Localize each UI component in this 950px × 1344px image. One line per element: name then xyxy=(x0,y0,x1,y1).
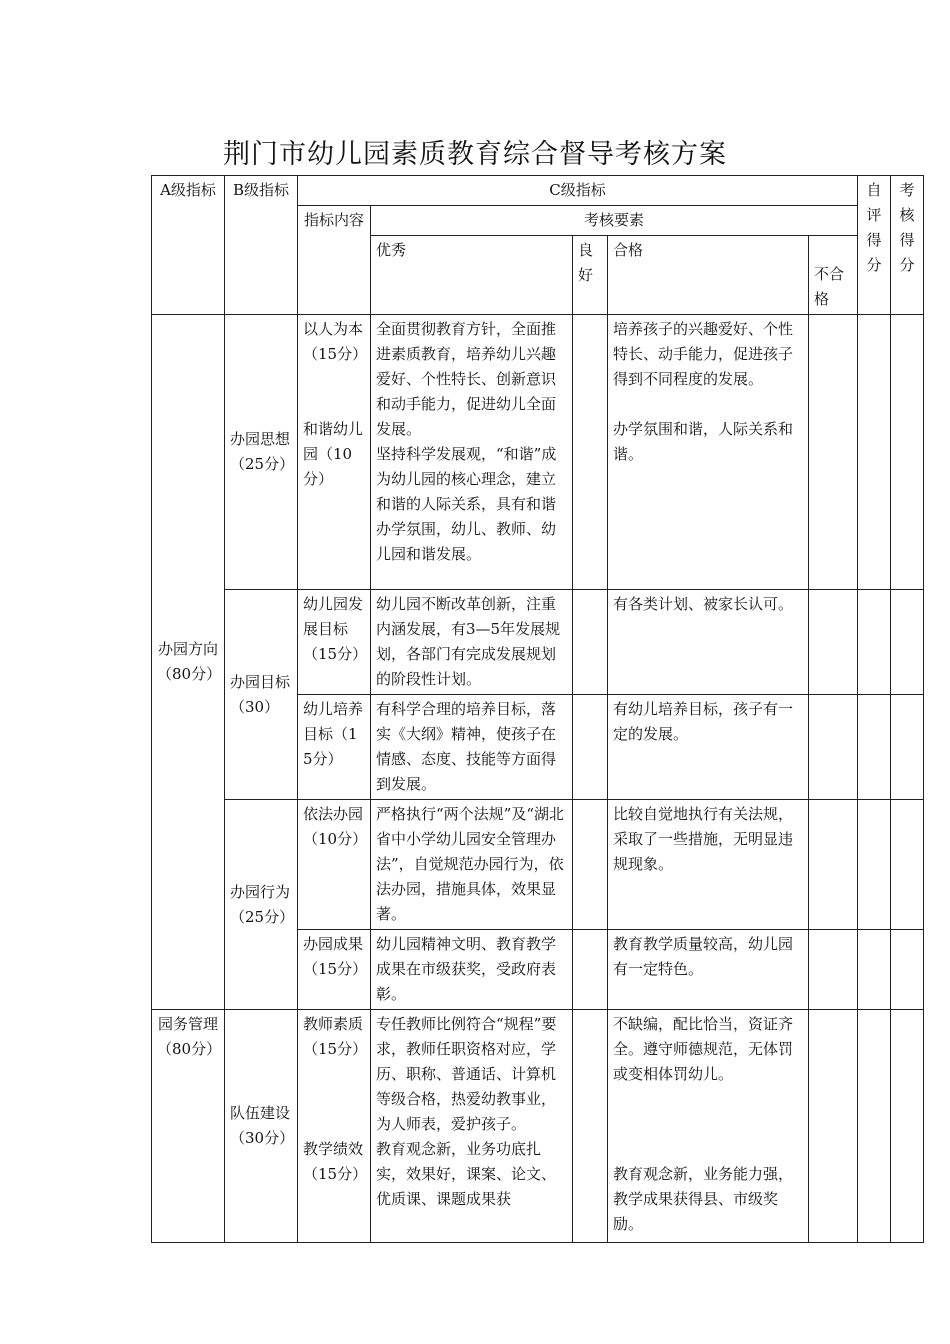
excellent-text: 全面贯彻教育方针，全面推进素质教育，培养幼儿兴趣爱好、个性特长、创新意识和动手能力，促进幼儿全面发展。 xyxy=(376,320,557,438)
header-self-score: 自评得分 xyxy=(858,176,891,315)
excellent-text: 幼儿园不断改革创新，注重内涵发展，有3—5年发展规划，各部门有完成发展规划的阶段性计划。 xyxy=(371,590,573,695)
c-item: 办园成果（15分） xyxy=(298,930,371,1010)
self-score-cell xyxy=(858,930,891,1010)
b-item-goal: 办园目标（30） xyxy=(225,590,298,800)
c-item: 幼儿培养目标（15分） xyxy=(298,695,371,800)
fail-cell xyxy=(809,1010,858,1243)
good-cell xyxy=(573,930,608,1010)
excellent-text: 严格执行“两个法规”及“湖北省中小学幼儿园安全管理办法”，自觉规范办园行为，依法办园，措施具体，效果显著。 xyxy=(371,800,573,930)
pass-cell xyxy=(608,1010,809,1243)
c-item: 和谐幼儿园（10分） xyxy=(303,420,364,488)
header-fail: 不合格 xyxy=(809,236,858,315)
pass-text: 教育观念新，业务能力强，教学成果获得县、市级奖励。 xyxy=(613,1165,794,1233)
header-a-level: A级指标 xyxy=(152,176,225,315)
exam-score-cell xyxy=(891,695,924,800)
c-item: 幼儿园发展目标（15分） xyxy=(298,590,371,695)
fail-cell xyxy=(809,800,858,930)
table-row xyxy=(152,1010,924,1243)
self-score-cell xyxy=(858,315,891,590)
pass-text: 有各类计划、被家长认可。 xyxy=(608,590,809,695)
exam-score-cell xyxy=(891,930,924,1010)
header-elements: 考核要素 xyxy=(371,206,858,236)
excellent-text: 坚持科学发展观，“和谐”成为幼儿园的核心理念，建立和谐的人际关系，具有和谐办学氛围，幼儿、教师、幼儿园和谐发展。 xyxy=(376,445,557,563)
fail-cell xyxy=(809,930,858,1010)
pass-text: 有幼儿培养目标，孩子有一定的发展。 xyxy=(608,695,809,800)
c-item: 教师素质（15分） xyxy=(303,1015,368,1058)
pass-text: 比较自觉地执行有关法规，采取了一些措施，无明显违规现象。 xyxy=(608,800,809,930)
self-score-cell xyxy=(858,800,891,930)
c-item-cell xyxy=(298,315,371,590)
exam-score-cell xyxy=(891,800,924,930)
good-cell xyxy=(573,1010,608,1243)
excellent-text: 幼儿园精神文明、教育教学成果在市级获奖，受政府表彰。 xyxy=(371,930,573,1010)
table-row xyxy=(152,590,924,695)
good-cell xyxy=(573,695,608,800)
b-item-conduct: 办园行为（25分） xyxy=(225,800,298,1010)
c-item-cell xyxy=(298,1010,371,1243)
header-exam-score: 考核得分 xyxy=(891,176,924,315)
c-item: 教学绩效（15分） xyxy=(303,1140,368,1183)
c-item: 依法办园（10分） xyxy=(298,800,371,930)
good-cell xyxy=(573,800,608,930)
self-score-cell xyxy=(858,590,891,695)
b-item-philosophy: 办园思想（25分） xyxy=(225,315,298,590)
pass-cell xyxy=(608,315,809,590)
excellent-text: 教育观念新，业务功底扎实，效果好，课案、论文、优质课、课题成果获 xyxy=(376,1140,557,1208)
assessment-table xyxy=(151,175,924,1243)
exam-score-cell xyxy=(891,315,924,590)
excellent-cell xyxy=(371,315,573,590)
good-cell xyxy=(573,315,608,590)
excellent-cell xyxy=(371,1010,573,1243)
b-item-team: 队伍建设（30分） xyxy=(225,1010,298,1243)
table-row xyxy=(152,800,924,930)
header-c-level: C级指标 xyxy=(298,176,858,206)
good-cell xyxy=(573,590,608,695)
self-score-cell xyxy=(858,695,891,800)
excellent-text: 专任教师比例符合“规程”要求，教师任职资格对应，学历、职称、普通话、计算机等级合格，热爱幼教事业，为人师表，爱护孩子。 xyxy=(376,1015,557,1133)
header-good: 良好 xyxy=(573,236,608,315)
exam-score-cell xyxy=(891,1010,924,1243)
pass-text: 不缺编，配比恰当，资证齐全。遵守师德规范，无体罚或变相体罚幼儿。 xyxy=(613,1015,794,1083)
header-b-level: B级指标 xyxy=(225,176,298,315)
header-row-1 xyxy=(152,176,924,206)
header-pass: 合格 xyxy=(608,236,809,315)
exam-score-cell xyxy=(891,590,924,695)
c-item: 以人为本（15分） xyxy=(303,320,368,363)
pass-text: 教育教学质量较高，幼儿园有一定特色。 xyxy=(608,930,809,1010)
fail-cell xyxy=(809,695,858,800)
header-content: 指标内容 xyxy=(298,206,371,315)
self-score-cell xyxy=(858,1010,891,1243)
pass-text: 培养孩子的兴趣爱好、个性特长、动手能力，促进孩子得到不同程度的发展。 xyxy=(613,320,794,388)
header-excellent: 优秀 xyxy=(371,236,573,315)
table-row xyxy=(152,315,924,590)
document-title: 荆门市幼儿园素质教育综合督导考核方案 xyxy=(223,139,727,170)
fail-cell xyxy=(809,315,858,590)
excellent-text: 有科学合理的培养目标，落实《大纲》精神，使孩子在情感、态度、技能等方面得到发展。 xyxy=(371,695,573,800)
pass-text: 办学氛围和谐，人际关系和谐。 xyxy=(613,420,794,463)
a-item-direction: 办园方向（80分） xyxy=(152,315,225,1010)
a-item-management: 园务管理（80分） xyxy=(152,1010,225,1243)
fail-cell xyxy=(809,590,858,695)
